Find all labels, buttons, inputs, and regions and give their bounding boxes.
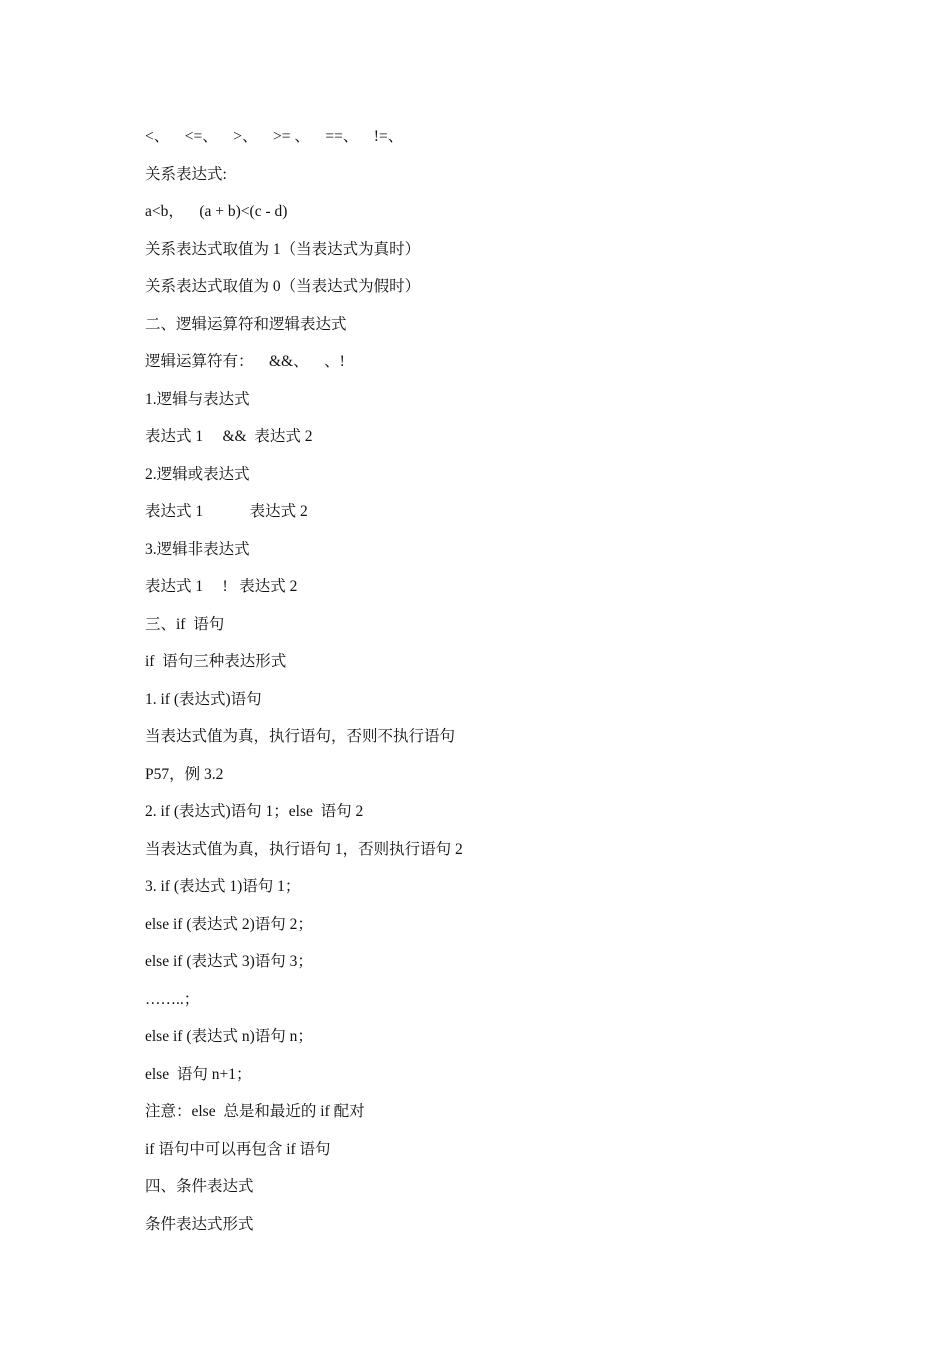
text-line: else if (表达式 n)语句 n； — [145, 1028, 313, 1045]
text-line: 表达式 1 ! 表达式 2 — [145, 578, 298, 595]
text-line: 表达式 1 表达式 2 — [145, 503, 308, 520]
text-line: else if (表达式 3)语句 3； — [145, 953, 313, 970]
text-line: 1. if (表达式)语句 — [145, 690, 262, 708]
text-line: 条件表达式形式 — [145, 1215, 254, 1233]
text-line: 关系表达式取值为 0（当表达式为假时） — [145, 278, 421, 295]
text-line: if 语句三种表达形式 — [145, 653, 287, 670]
section-heading: 三、if 语句 — [145, 615, 225, 633]
text-line: else 语句 n+1； — [145, 1065, 252, 1083]
text-line: P57，例 3.2 — [145, 765, 224, 783]
text-line: 注意：else 总是和最近的 if 配对 — [145, 1103, 365, 1120]
text-line: 3. if (表达式 1)语句 1； — [145, 878, 301, 895]
text-line: else if (表达式 2)语句 2； — [145, 915, 313, 933]
text-line: ……..； — [145, 990, 200, 1008]
subheading: 1.逻辑与表达式 — [145, 390, 250, 408]
text-line: 当表达式值为真，执行语句，否则不执行语句 — [145, 728, 456, 745]
section-heading: 二、逻辑运算符和逻辑表达式 — [145, 315, 347, 333]
document-body — [145, 118, 845, 1243]
text-line: 表达式 1 && 表达式 2 — [145, 428, 313, 445]
subheading: 2.逻辑或表达式 — [145, 465, 250, 483]
text-line: 关系表达式: — [145, 165, 227, 183]
text-line: a<b， (a + b)<(c - d) — [145, 203, 288, 220]
text-line: 2. if (表达式)语句 1；else 语句 2 — [145, 803, 364, 820]
text-line: 逻辑运算符有： &&、 、! — [145, 353, 345, 370]
text-line: if 语句中可以再包含 if 语句 — [145, 1140, 331, 1158]
text-line-relational-operators: <、 <=、 >、 >= 、 ==、 !=、 — [145, 128, 404, 145]
text-line: 当表达式值为真，执行语句 1，否则执行语句 2 — [145, 840, 463, 858]
subheading: 3.逻辑非表达式 — [145, 540, 250, 558]
text-line: 关系表达式取值为 1（当表达式为真时） — [145, 240, 421, 258]
section-heading: 四、条件表达式 — [145, 1178, 254, 1195]
